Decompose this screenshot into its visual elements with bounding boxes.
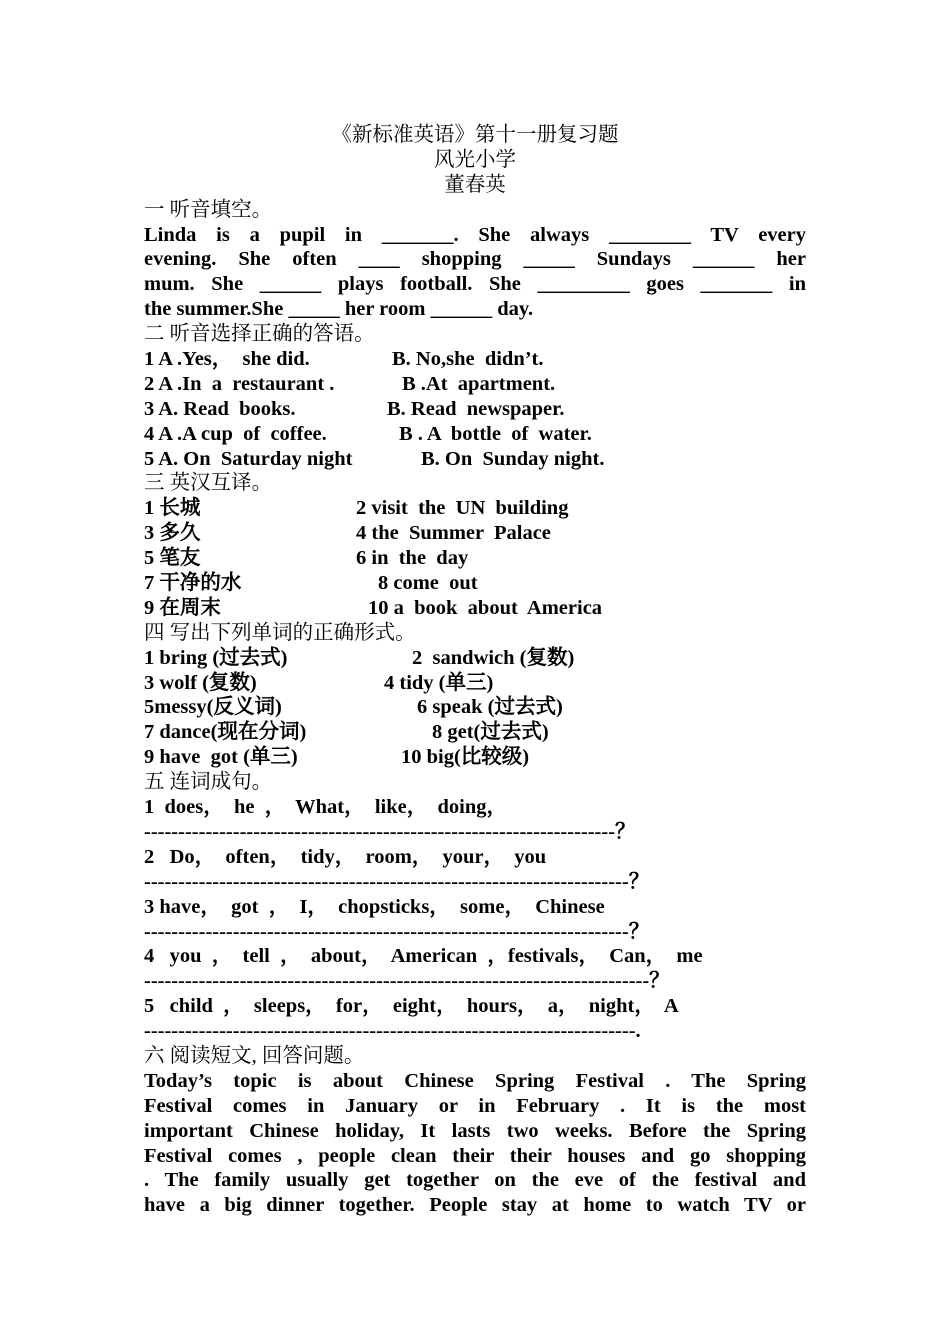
s2-item-4: [144, 422, 806, 447]
s1-line-1: Linda is a pupil in _______. She always ________ TV every: [144, 223, 806, 246]
section-4-heading: 四 写出下列单词的正确形式。: [144, 621, 416, 644]
s2-item-1-b: B. No,she didn’t.: [392, 348, 544, 371]
s4-item-5-b: 10 big(比较级): [401, 746, 530, 769]
s4-item-4: [144, 720, 806, 745]
s5-item-5-words: 5 child ， sleeps， for， eight， hours， a， night， A: [144, 995, 679, 1018]
s4-item-1-b: 2 sandwich (复数): [412, 646, 575, 669]
s3-item-1: [144, 496, 806, 521]
s6-line-2: Festival comes in January or in February . It is the most: [144, 1094, 806, 1117]
s5-item-1-words: 1 does， he ， What， like， doing，: [144, 796, 507, 819]
s4-item-4-b: 8 get(过去式): [432, 721, 549, 744]
s4-item-2-a: 3 wolf (复数): [144, 671, 257, 694]
s3-item-2-a: 3 多久: [144, 522, 201, 545]
s3-item-5-b: 10 a book about America: [368, 596, 603, 619]
s6-line-5: . The family usually get together on the eve of the festival and: [144, 1169, 806, 1192]
s4-item-2-b: 4 tidy (单三): [384, 671, 494, 694]
section-2-heading: 二 听音选择正确的答语。: [144, 323, 375, 346]
s5-item-3-words: 3 have， got ， I， chopsticks， some， Chinese: [144, 895, 605, 918]
s5-item-2-answer-line: -----------------------------------------------------------------------？: [144, 870, 650, 893]
s6-line-6: have a big dinner together. People stay at home to watch TV or: [144, 1194, 806, 1217]
s2-item-3-a: 3 A. Read books.: [144, 397, 296, 420]
s2-item-4-a: 4 A .A cup of coffee.: [144, 422, 327, 445]
document-page: [144, 123, 806, 1218]
s4-item-3: [144, 695, 806, 720]
s5-item-2-words: 2 Do， often， tidy， room， your， you: [144, 845, 547, 868]
school-name: 风光小学: [434, 148, 516, 171]
s2-item-5-a: 5 A. On Saturday night: [144, 447, 353, 470]
s4-item-3-b: 6 speak (过去式): [417, 696, 563, 719]
s3-item-4-a: 7 干净的水: [144, 572, 242, 595]
s3-item-4-b: 8 come out: [378, 572, 478, 595]
author-name: 董春英: [444, 173, 506, 196]
s6-line-3: important Chinese holiday, It lasts two weeks. Before the Spring: [144, 1119, 806, 1142]
s2-item-1-a: 1 A .Yes， she did.: [144, 348, 310, 371]
s4-item-5-a: 9 have got (单三): [144, 746, 298, 769]
s2-item-3-b: B. Read newspaper.: [387, 397, 565, 420]
s5-item-4-words: 4 you ， tell ， about， American ，festivals， Can， me: [144, 945, 703, 968]
s2-item-5: [144, 447, 806, 472]
s5-item-1-answer-line: ---------------------------------------------------------------------？: [144, 820, 636, 843]
s5-item-5-answer-line: ------------------------------------------------------------------------.: [144, 1020, 641, 1043]
s4-item-5: [144, 745, 806, 770]
s2-item-2: [144, 372, 806, 397]
section-5-heading: 五 连词成句。: [144, 771, 273, 794]
s2-item-5-b: B. On Sunday night.: [421, 447, 605, 470]
s5-item-3-answer-line: -----------------------------------------------------------------------？: [144, 920, 650, 943]
s1-line-3: mum. She ______ plays football. She _________ goes _______ in: [144, 273, 806, 296]
s5-item-4-answer-line: --------------------------------------------------------------------------？: [144, 970, 670, 993]
s2-item-2-b: B .At apartment.: [402, 372, 556, 395]
s2-item-4-b: B . A bottle of water.: [399, 422, 592, 445]
s3-item-4: [144, 571, 806, 596]
s2-item-3: [144, 397, 806, 422]
s2-item-1: [144, 347, 806, 372]
s6-line-4: Festival comes , people clean their their houses and go shopping: [144, 1144, 806, 1167]
s2-item-2-a: 2 A .In a restaurant .: [144, 372, 335, 395]
s3-item-3-b: 6 in the day: [356, 547, 469, 570]
s3-item-5-a: 9 在周末: [144, 596, 221, 619]
s3-item-1-a: 1 长城: [144, 497, 201, 520]
s3-item-3: [144, 546, 806, 571]
s4-item-3-a: 5messy(反义词): [144, 696, 282, 719]
s3-item-1-b: 2 visit the UN building: [356, 497, 569, 520]
s6-line-1: Today’s topic is about Chinese Spring Festival . The Spring: [144, 1069, 806, 1092]
s1-line-4: the summer.She _____ her room ______ day.: [144, 298, 534, 321]
s3-item-2: [144, 521, 806, 546]
section-1-heading: 一 听音填空。: [144, 198, 273, 221]
section-6-heading: 六 阅读短文, 回答问题。: [144, 1044, 365, 1067]
s4-item-1: [144, 646, 806, 671]
s1-line-2: evening. She often ____ shopping _____ Sundays ______ her: [144, 248, 806, 271]
s4-item-1-a: 1 bring (过去式): [144, 646, 288, 669]
s3-item-2-b: 4 the Summer Palace: [356, 522, 551, 545]
section-3-heading: 三 英汉互译。: [144, 472, 273, 495]
document-title: 《新标准英语》第十一册复习题: [331, 124, 619, 146]
s3-item-5: [144, 596, 806, 621]
s4-item-2: [144, 671, 806, 696]
s3-item-3-a: 5 笔友: [144, 547, 201, 570]
s4-item-4-a: 7 dance(现在分词): [144, 721, 307, 744]
